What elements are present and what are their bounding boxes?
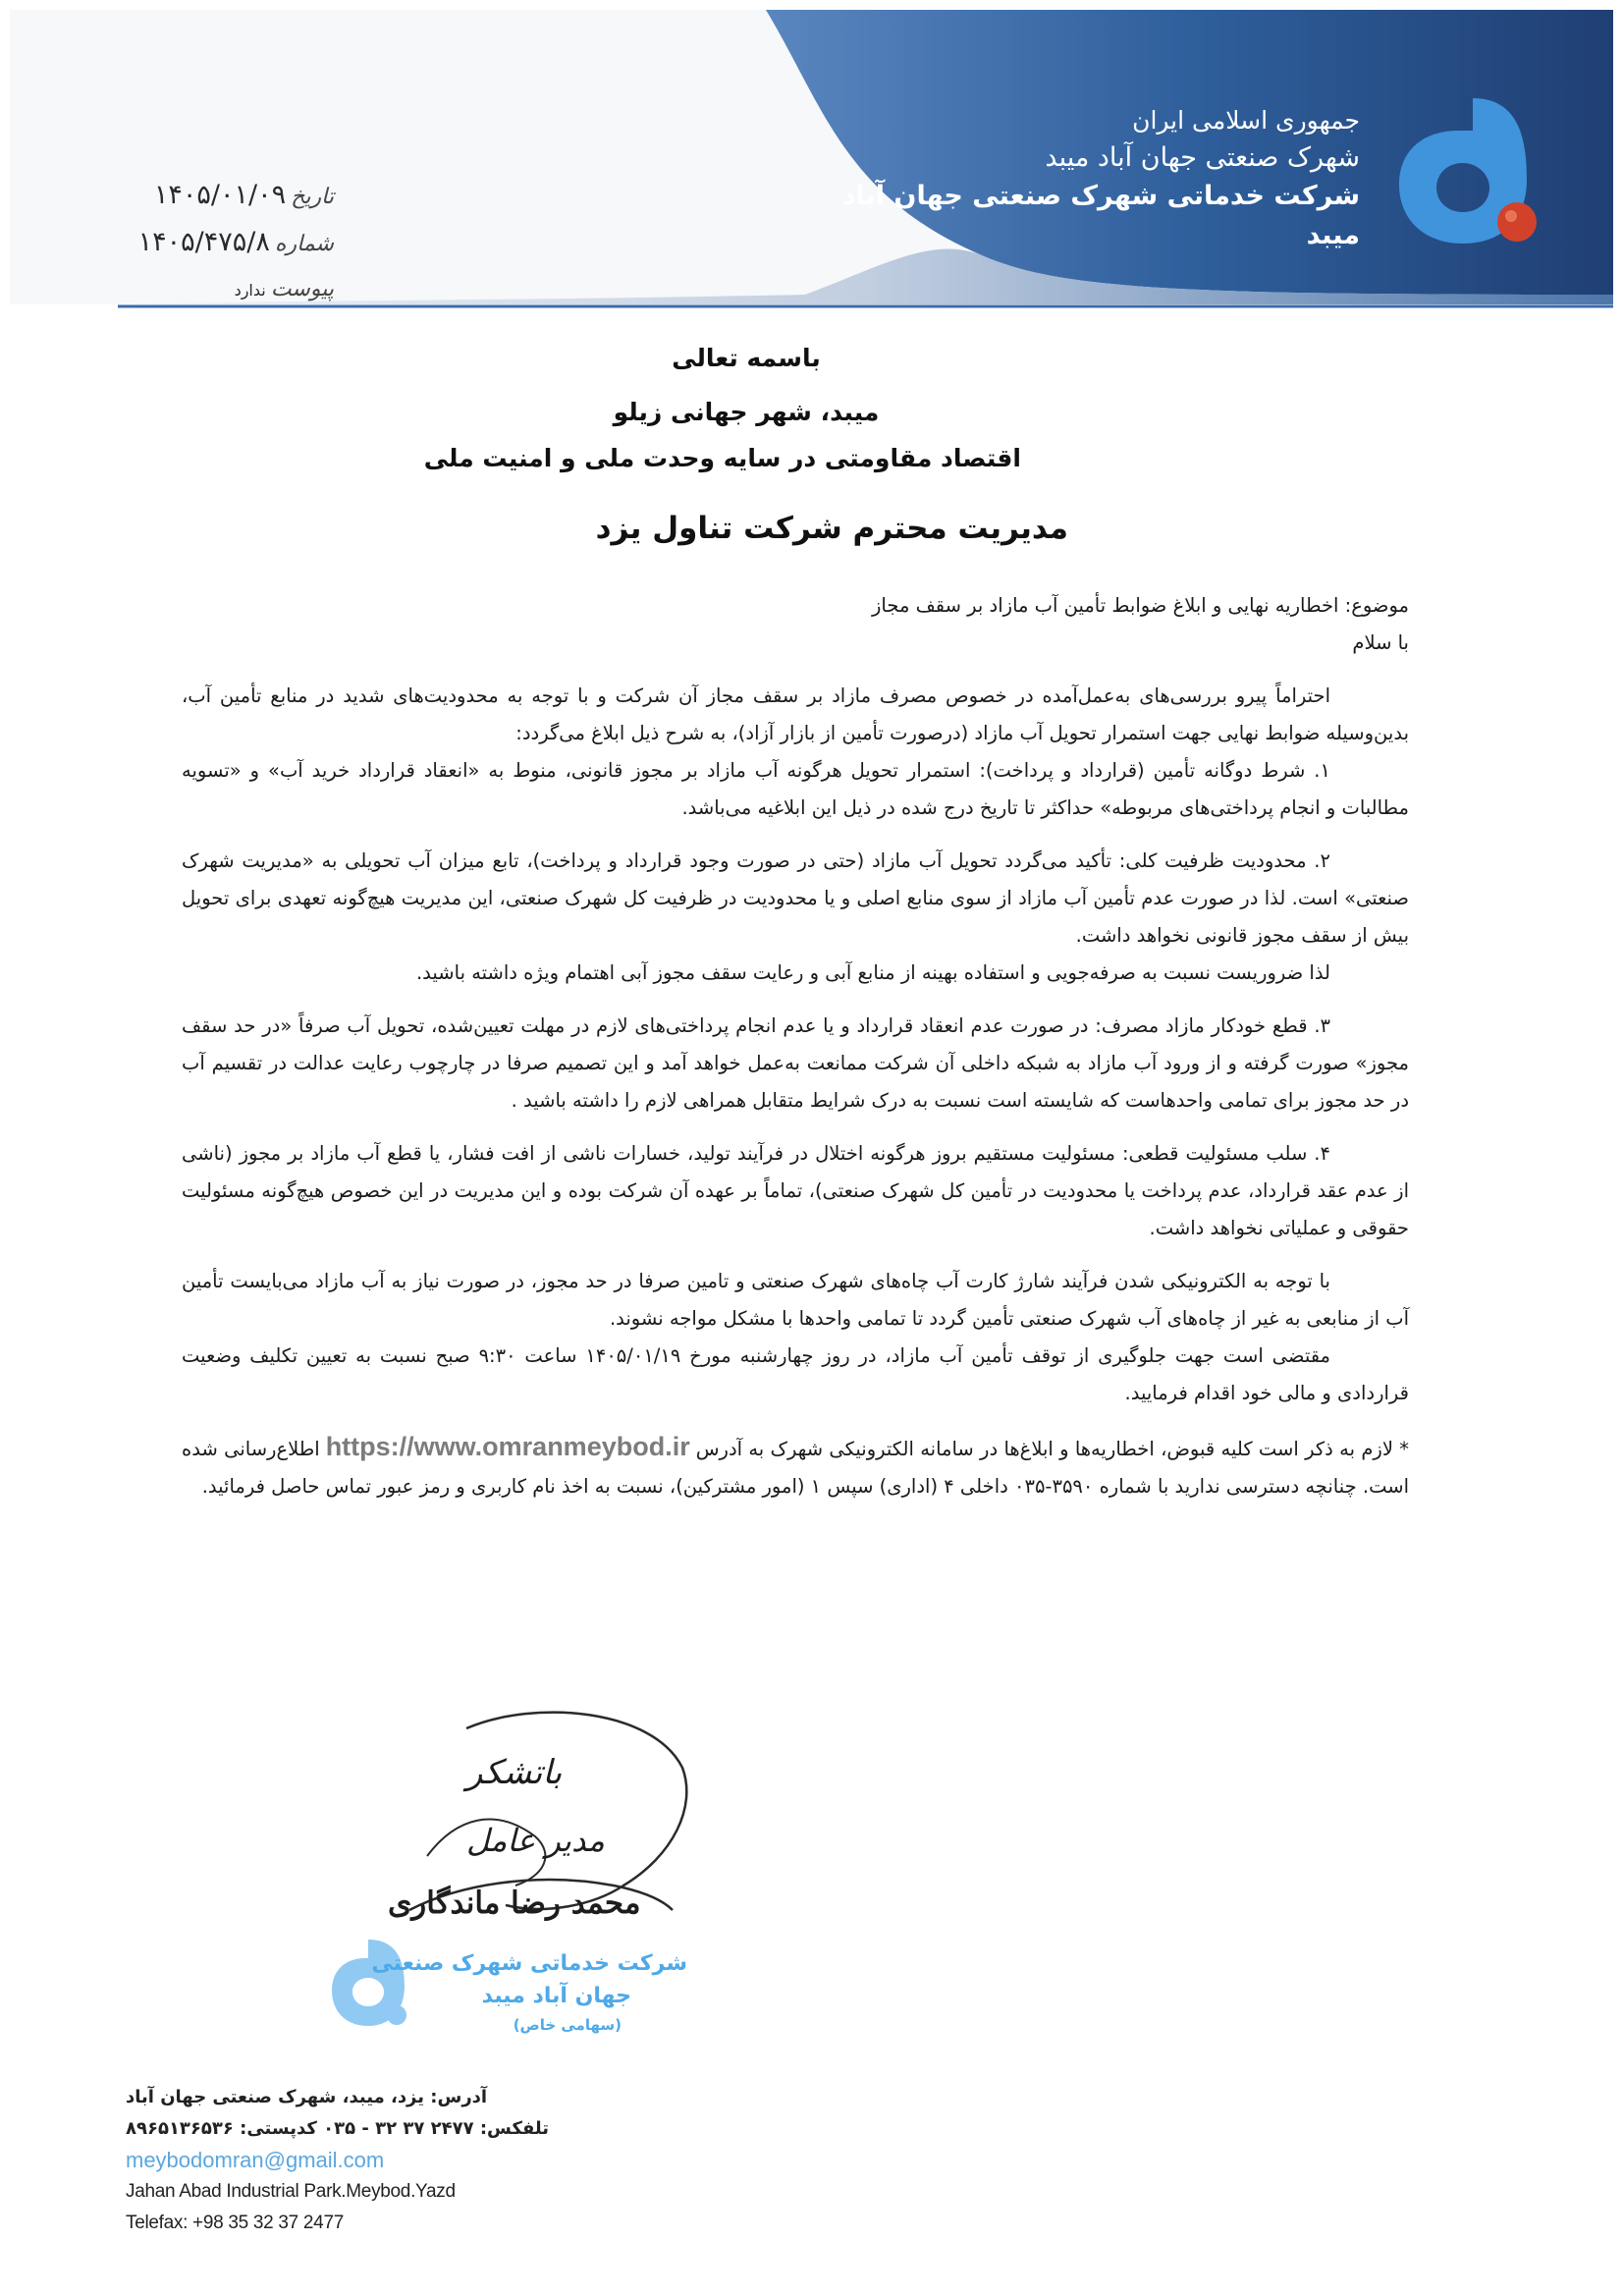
stamp-line-3: (سهامی خاص) [513, 2016, 622, 2034]
website-link[interactable]: https://www.omranmeybod.ir [325, 1432, 690, 1461]
footer-en-address: Jahan Abad Industrial Park.Meybod.Yazd [126, 2181, 456, 2202]
company-logo [1380, 86, 1546, 253]
electronic-paragraph: با توجه به الکترونیکی شدن فرآیند شارژ کارت آب چاه‌های شهرک صنعتی و تامین صرفا در حد مجوز، در صورت نیاز به آب مازاد می‌بایست تأمین آب از منابعی به غیر از چاه‌های آب شهرک صنعتی تأمین گردد تا تمامی واحدها با مشکل مواجه نشوند. [182, 1270, 1409, 1330]
date-value: ۱۴۰۵/۰۱/۰۹ [153, 180, 287, 210]
stamp-line-1: شرکت خدماتی شهرک صنعتی [371, 1951, 687, 1976]
note-post: اطلاع‌رسانی شده است. چنانچه دسترسی ندارید با شماره ۳۵۹۰-۰۳۵ داخلی ۴ (اداری) سپس ۱ (امور مشترکین)، نسبت به اخذ نام کاربری و رمز عبور تماس حاصل فرمائید. [182, 1438, 1409, 1498]
item-2-note: لذا ضروریست نسبت به صرفه‌جویی و استفاده بهینه از منابع آبی و رعایت سقف مجوز آبی اهتمام ویژه داشته باشید. [415, 961, 1330, 984]
number-label: شماره [274, 232, 334, 256]
letter-body [182, 587, 1409, 1505]
deadline-paragraph: مقتضی است جهت جلوگیری از توقف تأمین آب مازاد، در روز چهارشنبه مورخ ۱۴۰۵/۰۱/۱۹ ساعت ۹:۳۰ صبح نسبت به تعیین تکلیف وضعیت قراردادی و مالی خود اقدام فرمایید. [182, 1344, 1409, 1404]
number-row [98, 219, 334, 266]
note-paragraph [182, 1428, 1409, 1505]
signature-thanks: باتشکر [466, 1753, 563, 1792]
intro-paragraph: احتراماً پیرو بررسی‌های به‌عمل‌آمده در خصوص مصرف مازاد بر سقف مجاز آن شرکت و با توجه به محدودیت‌های شدید در منابع تأمین آب، بدین‌وسیله ضوابط نهایی جهت استمرار تحویل آب مازاد (درصورت تأمین از بازار آزاد)، به شرح ذیل ابلاغ می‌گردد: [182, 684, 1409, 744]
footer-address: آدرس: یزد، میبد، شهرک صنعتی جهان آباد [126, 2087, 488, 2107]
item-4: ۴. سلب مسئولیت قطعی: مسئولیت مستقیم بروز هرگونه اختلال در فرآیند تولید، خسارات ناشی از افت فشار، یا قطع آب مازاد بر مجوز (ناشی از عدم عقد قرارداد، عدم پرداخت یا محدودیت در تأمین کل شهرک صنعتی)، تماماً بر عهده آن شرکت بوده و این مدیریت در این خصوص هیچ‌گونه مسئولیت حقوقی و عملیاتی نخواهد داشت. [182, 1142, 1409, 1239]
footer [126, 2082, 676, 2239]
note-pre: * لازم به ذکر است کلیه قبوض، اخطاریه‌ها و ابلاغ‌ها در سامانه الکترونیکی شهرک به آدرس [695, 1438, 1409, 1460]
item-1: ۱. شرط دوگانه تأمین (قرارداد و پرداخت): استمرار تحویل هرگونه آب مازاد بر مجوز قانونی، منوط به «انعقاد قرارداد خرید آب» و «تسویه مطالبات و انجام پرداختی‌های مربوطه» حداکثر تا تاریخ درج شده در ذیل این ابلاغیه می‌باشد. [182, 759, 1409, 819]
attachment-value: ندارد [234, 281, 266, 300]
footer-email[interactable]: meybodomran@gmail.com [126, 2148, 385, 2172]
footer-en-phone: Telefax: +98 35 32 37 2477 [126, 2213, 344, 2233]
city-motto: میبد، شهر جهانی زیلو [613, 398, 880, 426]
signature-title: مدیر عامل [466, 1822, 605, 1859]
signature-name: محمد رضا ماندگاری [388, 1886, 641, 1921]
organization-name [810, 103, 1360, 254]
org-line-2: شهرک صنعتی جهان آباد میبد [1045, 142, 1360, 174]
date-row [98, 172, 334, 219]
footer-phone: تلفکس: ۲۴۷۷ ۳۷ ۳۲ - ۰۳۵ کدپستی: ۸۹۶۵۱۳۶۵۳۶ [126, 2118, 550, 2139]
date-label: تاریخ [291, 185, 334, 209]
org-line-1: جمهوری اسلامی ایران [1132, 106, 1360, 135]
number-value: ۱۴۰۵/۴۷۵/۸ [137, 227, 270, 257]
item-3: ۳. قطع خودکار مازاد مصرف: در صورت عدم انعقاد قرارداد و یا عدم انجام پرداختی‌های لازم در مهلت تعیین‌شده، تحویل آب صرفاً «در حد سقف مجوز» صورت گرفته و از ورود آب مازاد به شبکه داخلی آن شرکت ممانعت به‌عمل خواهد آمد و این تصمیم صرفا در چارچوب رعایت عدالت در تقسیم آب در حد مجوز برای تمامی واحدهاست که شایسته است نسبت به درک شرایط متقابل همراهی لازم را داشته باشید . [182, 1014, 1409, 1112]
greeting: با سلام [1352, 631, 1409, 654]
attachment-row [98, 266, 334, 313]
attachment-label: پیوست [270, 277, 334, 301]
recipient: مدیریت محترم شرکت تناول یزد [595, 511, 1068, 546]
org-line-3: شرکت خدماتی شهرک صنعتی جهان آباد میبد [841, 181, 1360, 250]
letter-meta [98, 172, 334, 313]
basmala-heading: باسمه تعالی [672, 344, 821, 372]
stamp-line-2: جهان آباد میبد [481, 1984, 631, 2008]
year-motto: اقتصاد مقاومتی در سایه وحدت ملی و امنیت ملی [423, 444, 1021, 472]
subject-line: موضوع: اخطاریه نهایی و ابلاغ ضوابط تأمین آب مازاد بر سقف مجاز [872, 594, 1409, 617]
item-2: ۲. محدودیت ظرفیت کلی: تأکید می‌گردد تحویل آب مازاد (حتی در صورت وجود قرارداد و پرداخت)، تابع میزان آب تحویلی به «مدیریت شهرک صنعتی» است. لذا در صورت عدم تأمین آب مازاد از سوی منابع اصلی و یا محدودیت در ظرفیت کل شهرک صنعتی، این مدیریت هیچ‌گونه تعهدی برای تحویل بیش از سقف مجوز قانونی نخواهد داشت. [182, 849, 1409, 947]
